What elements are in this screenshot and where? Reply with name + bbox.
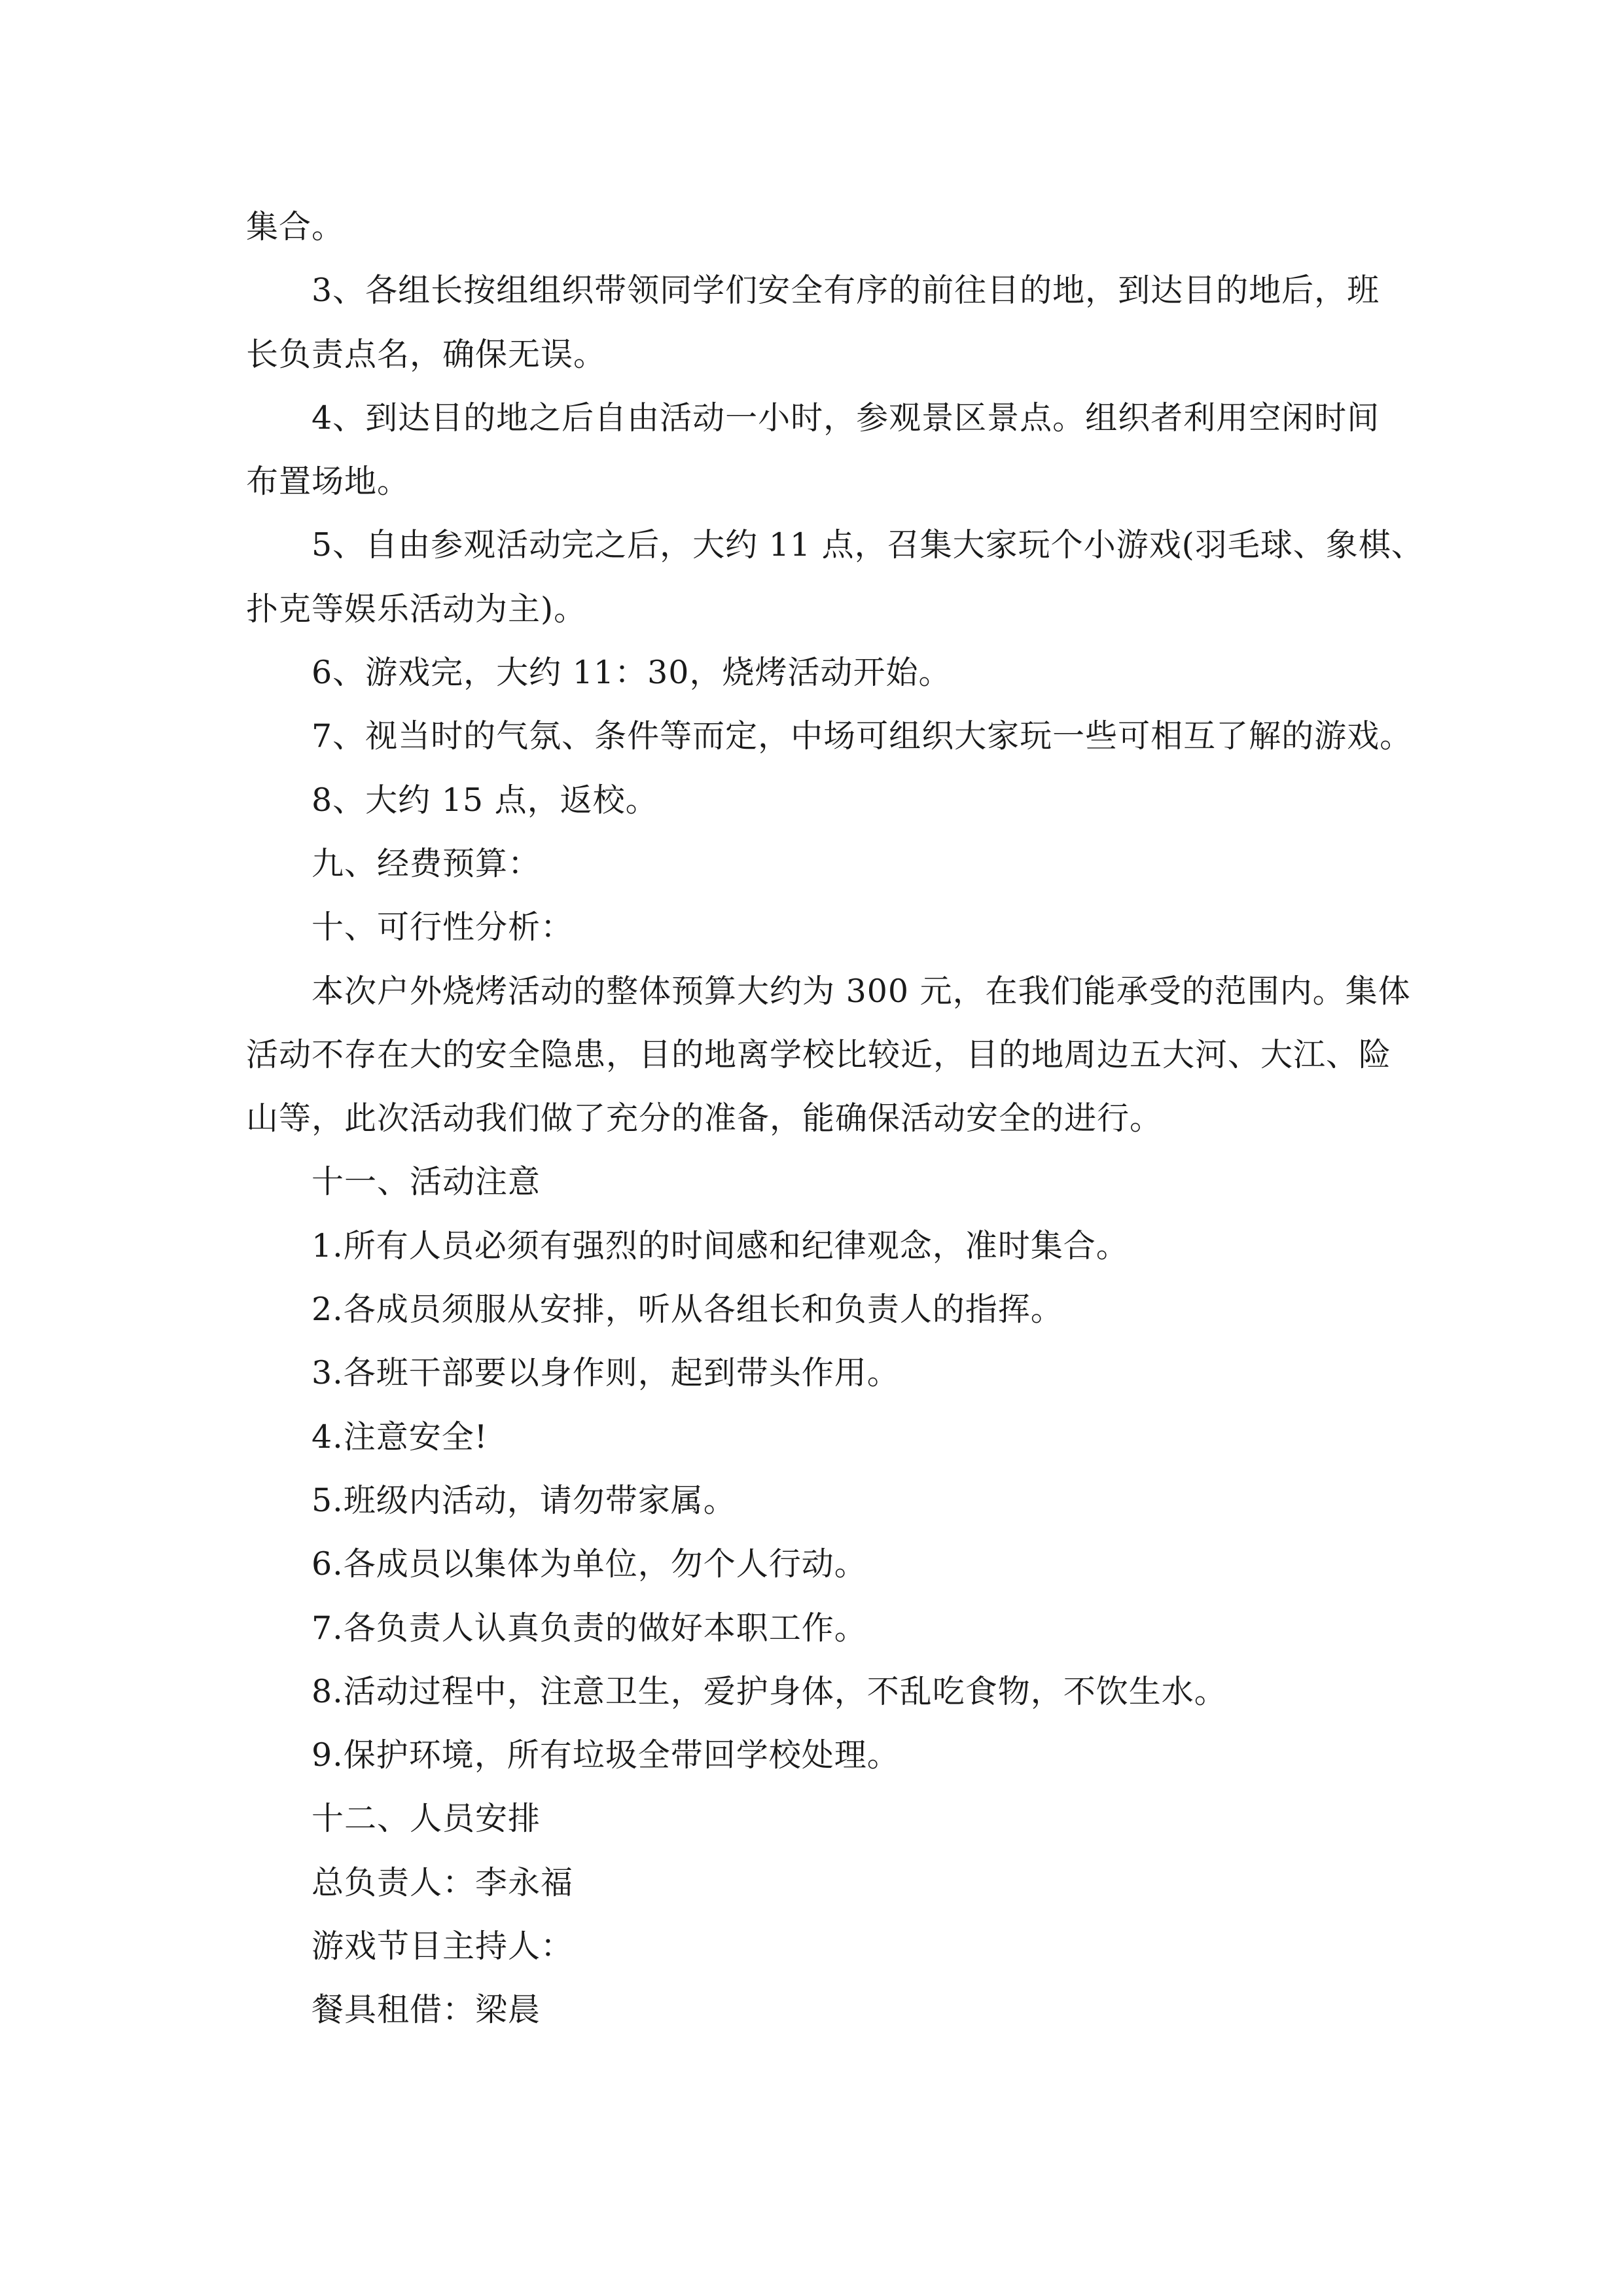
list-item: 7.各负责人认真负责的做好本职工作。 xyxy=(312,1609,867,1647)
list-item: 2.各成员须服从安排，听从各组长和负责人的指挥。 xyxy=(312,1291,1063,1329)
text-line: 本次户外烧烤活动的整体预算大约为 300 元，在我们能承受的范围内。集体 xyxy=(312,972,1411,1010)
section-heading: 十二、人员安排 xyxy=(312,1800,541,1838)
list-item: 9.保护环境，所有垃圾全带回学校处理。 xyxy=(312,1736,900,1774)
text-line: 6、游戏完，大约 11：30，烧烤活动开始。 xyxy=(312,654,952,692)
section-heading: 十、可行性分析： xyxy=(312,908,574,946)
list-item: 总负责人：李永福 xyxy=(312,1863,574,1901)
text-line: 山等，此次活动我们做了充分的准备，能确保活动安全的进行。 xyxy=(246,1100,1163,1138)
list-item: 8.活动过程中，注意卫生，爱护身体，不乱吃食物，不饮生水。 xyxy=(312,1672,1227,1710)
text-line: 7、视当时的气氛、条件等而定，中场可组织大家玩一些可相互了解的游戏。 xyxy=(312,717,1413,755)
list-item: 5.班级内活动，请勿带家属。 xyxy=(312,1481,736,1519)
text-line: 扑克等娱乐活动为主)。 xyxy=(246,590,587,628)
text-line: 3、各组长按组组织带领同学们安全有序的前往目的地，到达目的地后，班 xyxy=(312,272,1380,310)
section-heading: 九、经费预算： xyxy=(312,844,541,882)
text-line: 8、大约 15 点，返校。 xyxy=(312,781,658,819)
list-item: 4.注意安全! xyxy=(312,1418,488,1456)
section-heading: 十一、活动注意 xyxy=(312,1163,541,1201)
text-line: 4、到达目的地之后自由活动一小时，参观景区景点。组织者利用空闲时间 xyxy=(312,399,1380,437)
text-line: 布置场地。 xyxy=(246,463,410,501)
document-body xyxy=(246,195,1424,2042)
text-line: 集合。 xyxy=(246,208,345,245)
list-item: 游戏节目主持人： xyxy=(312,1928,574,1965)
text-line: 活动不存在大的安全隐患，目的地离学校比较近，目的地周边五大河、大江、险 xyxy=(246,1035,1392,1073)
list-item: 3.各班干部要以身作则，起到带头作用。 xyxy=(312,1354,900,1392)
text-line: 5、自由参观活动完之后，大约 11 点，召集大家玩个小游戏(羽毛球、象棋、 xyxy=(312,526,1424,564)
list-item: 1.所有人员必须有强烈的时间感和纪律观念，准时集合。 xyxy=(312,1227,1129,1265)
text-line: 长负责点名，确保无误。 xyxy=(246,335,607,373)
list-item: 餐具租借：梁晨 xyxy=(312,1991,541,2029)
list-item: 6.各成员以集体为单位，勿个人行动。 xyxy=(312,1545,867,1583)
